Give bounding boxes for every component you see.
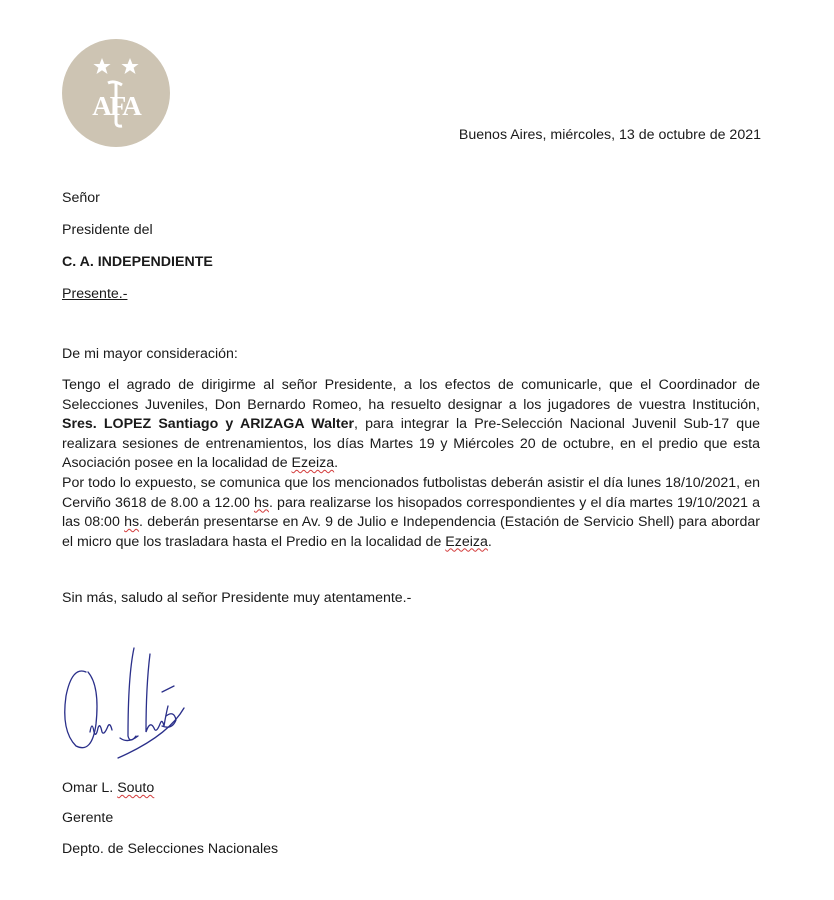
text: Por todo lo expuesto, se comunica que los mencionados futbolistas deberán asistir el día lunes 18/10/2021, en Cerviño 3618 de 8.00 a 12.00 [62, 475, 760, 511]
star-icon [93, 58, 110, 74]
text: Omar L. [62, 780, 118, 796]
players-names: Sres. LOPEZ Santiago y ARIZAGA Walter [62, 416, 355, 432]
star-icon [121, 58, 138, 74]
closing: Sin más, saludo al señor Presidente muy atentamente.- [62, 590, 412, 606]
handwritten-signature-icon [58, 636, 198, 770]
recipient-title: Presidente del [62, 222, 153, 238]
hs-abbrev: hs [254, 494, 269, 511]
svg-text:AFA: AFA [92, 91, 140, 121]
salutation: Señor [62, 190, 100, 206]
greeting: De mi mayor consideración: [62, 346, 238, 362]
text: . [334, 455, 339, 471]
text: . deberán presentarse en Av. 9 de Julio e Independencia (Estación de Servicio Shell) para abordar el micro que los trasladara hasta el Predio en la localidad de [62, 514, 760, 550]
paragraph-designation [62, 376, 760, 474]
text: . [487, 533, 492, 550]
club-name: C. A. INDEPENDIENTE [62, 254, 213, 270]
place-name: Ezeiza [445, 533, 488, 550]
paragraph-instructions [62, 474, 760, 552]
hs-abbrev: hs [124, 514, 140, 530]
signer-name [62, 780, 154, 796]
signer-role: Gerente [62, 810, 114, 826]
presente: Presente.- [62, 286, 128, 302]
text: Souto [117, 780, 155, 796]
date-line: Buenos Aires, miércoles, 13 de octubre de 2021 [458, 127, 761, 143]
signer-department: Depto. de Selecciones Nacionales [62, 841, 279, 857]
text: . para realizarse los hisopados correspondientes y el día martes 19/10/2021 a las 08:00 [62, 494, 760, 530]
place-name: Ezeiza [291, 455, 335, 471]
afa-crest-icon [62, 39, 170, 147]
text: Tengo el agrado de dirigirme al señor Presidente, a los efectos de comunicarle, que el Coordinador de Selecciones Juveniles, Don Bernardo Romeo, ha resuelto designar a los jugadores de vuestra Institución, [62, 377, 760, 413]
text: , para integrar la Pre-Selección Nacional Juvenil Sub-17 que realizara sesiones de entrenamientos, los días Martes 19 y Miércoles 20 de octubre, en el predio que esta Asociación posee en la localidad de [62, 416, 760, 471]
